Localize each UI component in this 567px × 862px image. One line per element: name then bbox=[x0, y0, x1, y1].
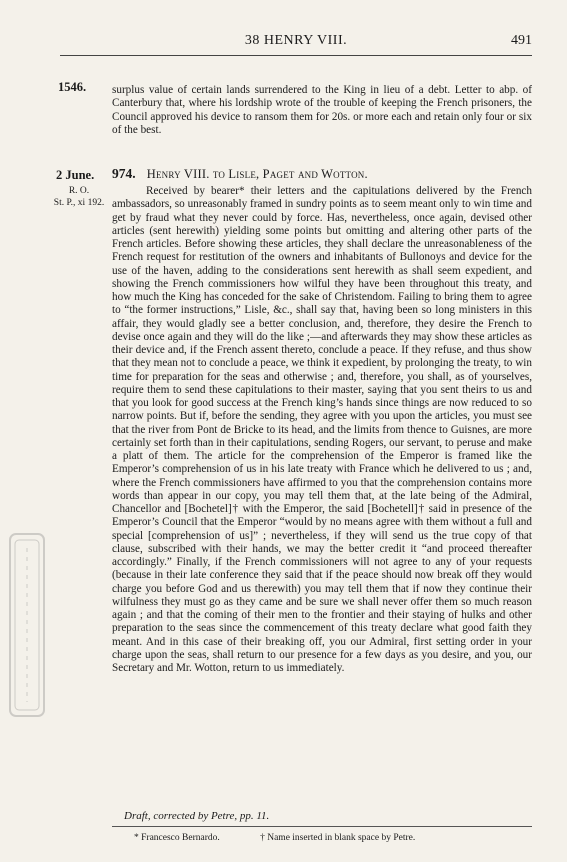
library-stamp-icon bbox=[4, 530, 50, 720]
footnotes bbox=[112, 833, 532, 843]
header-title: 38 HENRY VIII. bbox=[244, 33, 348, 48]
source-reference bbox=[50, 185, 108, 209]
footnote-divider bbox=[112, 826, 532, 827]
running-header bbox=[60, 33, 532, 56]
entry-heading bbox=[112, 166, 532, 182]
source-ref-line2: St. P., xi 192. bbox=[53, 198, 105, 208]
entry-date: 2 June. bbox=[56, 168, 95, 182]
entry-number: 974. bbox=[112, 166, 136, 181]
intro-text: surplus value of certain lands surrendered to the King in lieu of a debt. Letter to abp. of Canterbury that, where his lordship wrote of the trouble of keeping the French prisoners, the Council approved his device to ransom them for 20s. or more each and retain only four or six of the best. bbox=[112, 84, 532, 136]
draft-note: Draft, corrected by Petre, pp. 11. bbox=[124, 810, 270, 822]
entry-title: Henry VIII. to Lisle, Paget and Wotton. bbox=[146, 167, 368, 181]
footnote-2: † Name inserted in blank space by Petre. bbox=[260, 833, 416, 843]
footnote-1: * Francesco Bernardo. bbox=[134, 833, 220, 843]
entry-body bbox=[112, 185, 532, 675]
intro-paragraph bbox=[112, 84, 532, 137]
entry-body-text: Received by bearer* their letters and the capitulations delivered by the French ambassadors, so unreasonably framed in sundry points as to seem meant only to win time and get by fraud what they never could by force. Has, nevertheless, once again, devised other articles (sent herewith) yielding some points but omitting and altering other parts of the French articles. Before showing these articles, they shall declare the unreasonableness of the French request for restitution of the owners and inhabitants of Bullonoys and device for the use of the haven, adding to the considerations sent herewith as shall seem expedient, and showing the French commissioners how wilful they have been throughout this treaty, and how much the King has conceded for the sake of Christendom. Failing to bring them to agree to “the former instructions,” Lisle, &c., shall say that, having been so long ministers in this affair, they would gladly see a better conclusion, and, therefore, they desire the French to devise once again and they will do the like ;—and afterwards they may show these articles as their device and, if the French assent thereto, conclude a peace. If they refuse, and thus show that they mean not to conclude a peace, we think it expedient, by prolonging the treaty, to win time for preparation for the seas and otherwise ; and, therefore, you shall, as of yourselves, require them to send these capitulations to their master, saying that you sent theirs to us and that you look for good success at the French king’s hands since things are now reduced to so narrow points. But if, before the sending, they agree with you upon the articles, you must see that the river from Pont de Bricke to its head, and the limits from thence to Guisnes, are more certainly set forth than in their capitulations, sending Rogers, our servant, to peruse and make a platt of them. The article for the comprehension of the Emperor is framed like the Emperor’s comprehension of us in his late treaty with France which he delivered to us ; and, where the French commissioners have affirmed to you that the comprehension contains more words than appear in our copy, you may tell them that, at the late being of the Admiral, Chancellor and [Bochetel]† with the Emperor, the said [Bochetell]† said in presence of the Emperor’s Council that the Emperor “would by no means agree with them without a full and special [comprehension of us]” ; nevertheless, if they will send us the true copy of that clause, subscribed with their hands, we may the better credit it “and proceed thereafter accordingly.” Finally, if the French commissioners will not agree to any of your requests (because in their late conference they said that if the peace should now break off they would charge you before God and us therewith) you may tell them that if now they continue their wilfulness they must go as they came and be sure we shall never offer them so much reason again ; and that the coming of their men to the frontier and their staying of hulks and other preparation to the seas since the commencement of this treaty declare what good faith they meant. And in this case of their breaking off, you our Admiral, first setting order in your charge upon the seas, shall return to our presence for a few days as you desire, and you, our Secretary and Mr. Wotton, return to us immediately. bbox=[112, 185, 532, 674]
margin-year: 1546. bbox=[58, 80, 87, 94]
page-number: 491 bbox=[511, 33, 532, 48]
source-ref-line1: R. O. bbox=[68, 186, 90, 196]
